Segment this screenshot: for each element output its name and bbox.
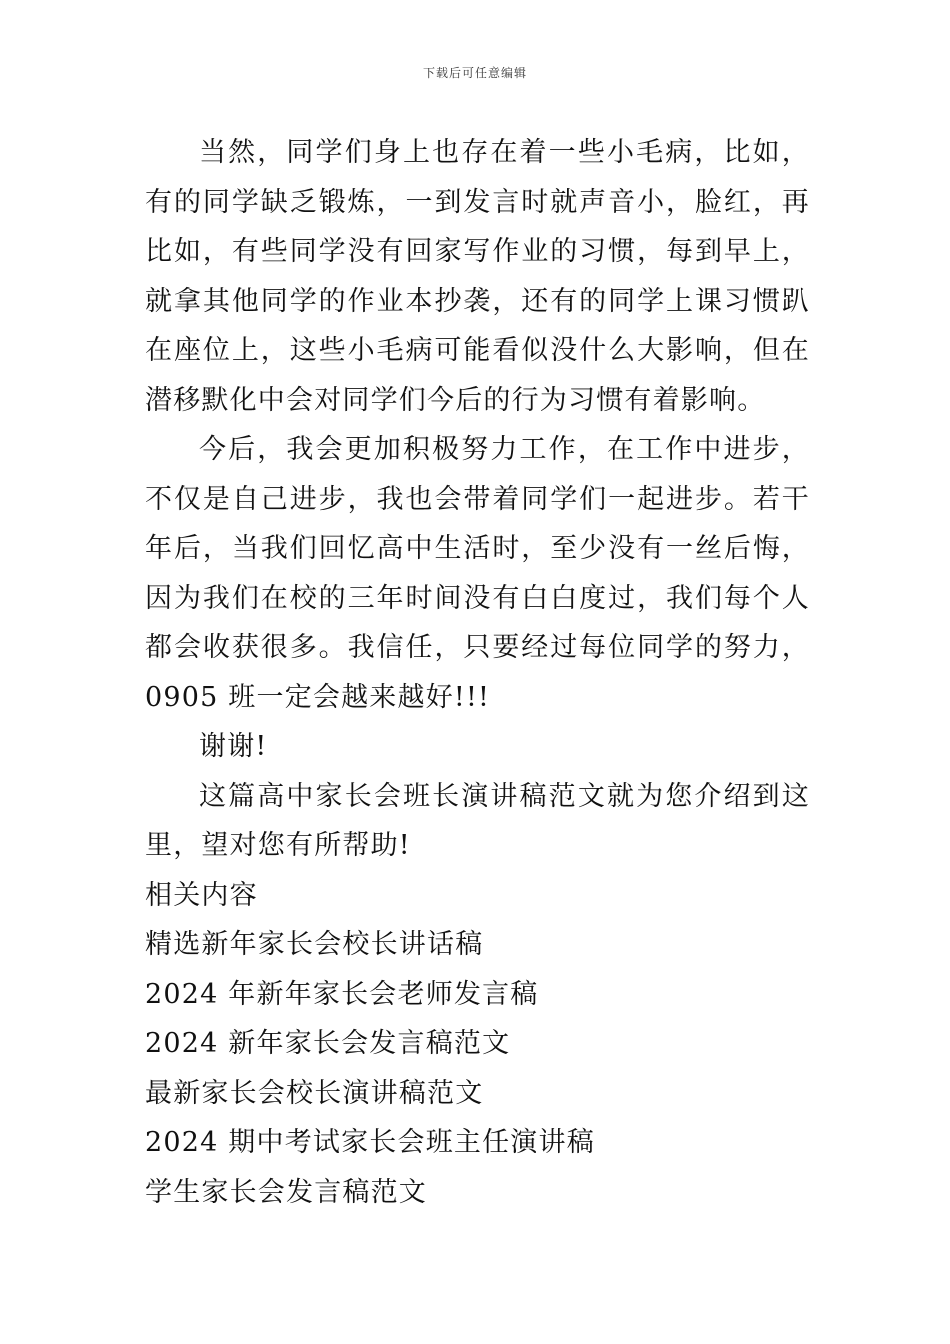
paragraph-future-commitment: 今后，我会更加积极努力工作，在工作中进步，不仅是自己进步，我也会带着同学们一起进步。若干年后，当我们回忆高中生活时，至少没有一丝后悔，因为我们在校的三年时间没有白白度过，我们每个人都会收获很多。我信任，只要经过每位同学的努力，0905 班一定会越来越好!!! [145, 434, 810, 713]
header-note: 下载后可任意编辑 [422, 66, 527, 80]
related-link[interactable]: 2024 新年家长会发言稿范文 [145, 1028, 511, 1059]
related-content-title: 相关内容 [145, 879, 258, 911]
related-link[interactable]: 学生家长会发言稿范文 [145, 1176, 427, 1208]
paragraph-closing: 这篇高中家长会班长演讲稿范文就为您介绍到这里，望对您有所帮助! [145, 780, 810, 861]
related-link[interactable]: 2024 期中考试家长会班主任演讲稿 [145, 1127, 595, 1158]
document-body [145, 128, 810, 1217]
paragraph-shortcomings: 当然，同学们身上也存在着一些小毛病，比如，有的同学缺乏锻炼，一到发言时就声音小，脸红，再比如，有些同学没有回家写作业的习惯，每到早上，就拿其他同学的作业本抄袭，还有的同学上课习惯趴在座位上，这些小毛病可能看似没什么大影响，但在潜移默化中会对同学们今后的行为习惯有着影响。 [145, 137, 810, 416]
related-content-list [145, 920, 810, 1217]
related-link[interactable]: 2024 年新年家长会老师发言稿 [145, 978, 539, 1010]
related-link[interactable]: 精选新年家长会校长讲话稿 [145, 929, 484, 960]
related-link[interactable]: 最新家长会校长演讲稿范文 [145, 1077, 484, 1109]
paragraph-thanks: 谢谢! [199, 731, 268, 762]
